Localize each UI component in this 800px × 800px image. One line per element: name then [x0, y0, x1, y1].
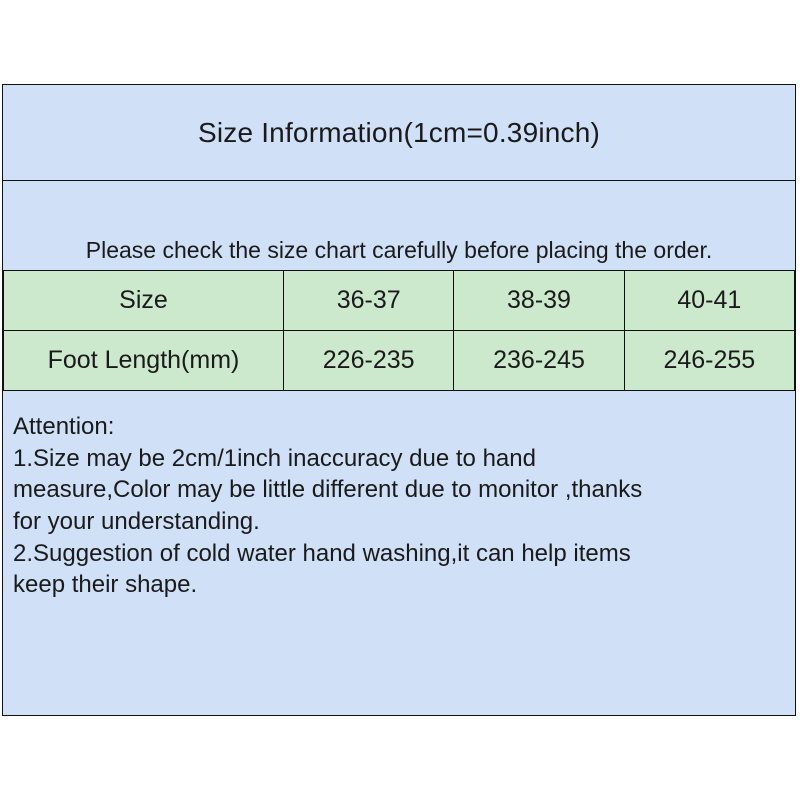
table-row	[4, 271, 795, 331]
size-table	[3, 270, 795, 391]
attention-line-4: 2.Suggestion of cold water hand washing,it can help items	[13, 539, 631, 567]
cell-foot-length-1: 226-235	[284, 331, 454, 391]
table-row	[4, 331, 795, 391]
attention-block	[3, 391, 795, 715]
attention-line-5: keep their shape.	[13, 571, 198, 599]
cell-foot-length-3: 246-255	[624, 331, 794, 391]
row-label-size: Size	[4, 271, 284, 331]
attention-line-2: measure,Color may be little different due to monitor ,thanks	[13, 476, 643, 504]
page-title: Size Information(1cm=0.39inch)	[197, 116, 601, 148]
notice-row	[3, 181, 795, 270]
attention-heading: Attention:	[13, 413, 115, 440]
attention-line-3: for your understanding.	[13, 508, 260, 536]
cell-size-1: 36-37	[284, 271, 454, 331]
attention-line-1: 1.Size may be 2cm/1inch inaccuracy due to hand	[13, 444, 536, 472]
size-chart-notice: Please check the size chart carefully before placing the order.	[85, 237, 713, 263]
size-information-card	[2, 84, 796, 716]
cell-size-2: 38-39	[454, 271, 624, 331]
row-label-foot-length: Foot Length(mm)	[4, 331, 284, 391]
cell-foot-length-2: 236-245	[454, 331, 624, 391]
cell-size-3: 40-41	[624, 271, 794, 331]
title-row	[3, 85, 795, 181]
